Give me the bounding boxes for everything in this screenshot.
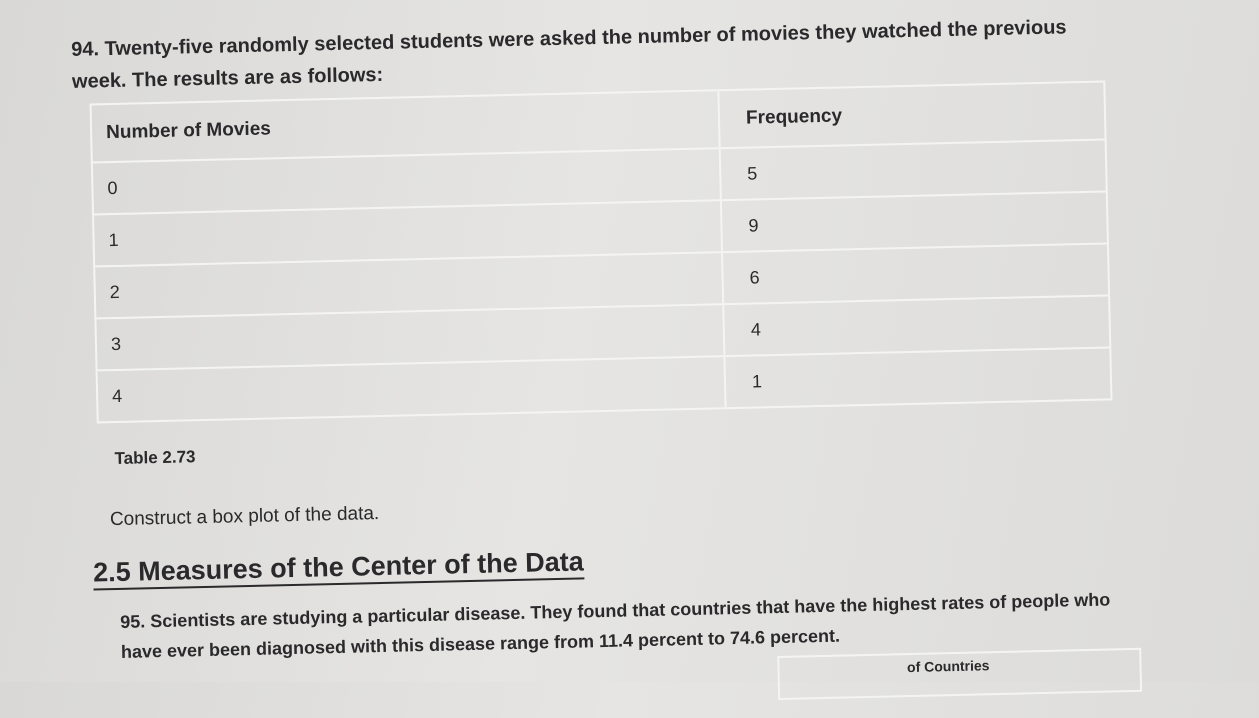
movies-cell: 0	[93, 149, 722, 213]
frequency-cell: 4	[750, 318, 762, 340]
task-instruction: Construct a box plot of the data.	[109, 503, 380, 531]
header-frequency: Frequency	[745, 105, 843, 129]
section-title: 2.5 Measures of the Center of the Data	[93, 545, 584, 590]
frequency-cell: 6	[749, 266, 760, 288]
next-table-fragment	[777, 648, 1142, 700]
table-caption: Table 2.73	[114, 447, 196, 469]
next-table-header: of Countries	[906, 657, 990, 676]
movies-cell: 1	[94, 201, 723, 265]
question-text: Twenty-five randomly selected students were asked the number of movies they watched the previous week. The results are as follows:	[71, 16, 1067, 93]
question-number: 94.	[71, 38, 100, 61]
frequency-cell: 9	[748, 214, 759, 236]
frequency-cell: 5	[747, 162, 758, 184]
movies-frequency-table	[90, 80, 1113, 423]
movies-cell: 2	[95, 253, 724, 317]
movies-cell: 3	[96, 305, 725, 369]
movies-cell: 4	[98, 357, 727, 421]
header-number-of-movies: Number of Movies	[92, 91, 721, 161]
frequency-cell: 1	[751, 370, 763, 392]
question-95: 95. Scientists are studying a particular disease. They found that countries that have the highest rates of people who have ever been diagnosed with this disease range from 11.4 percent to 74.6 percent.	[120, 589, 1111, 662]
